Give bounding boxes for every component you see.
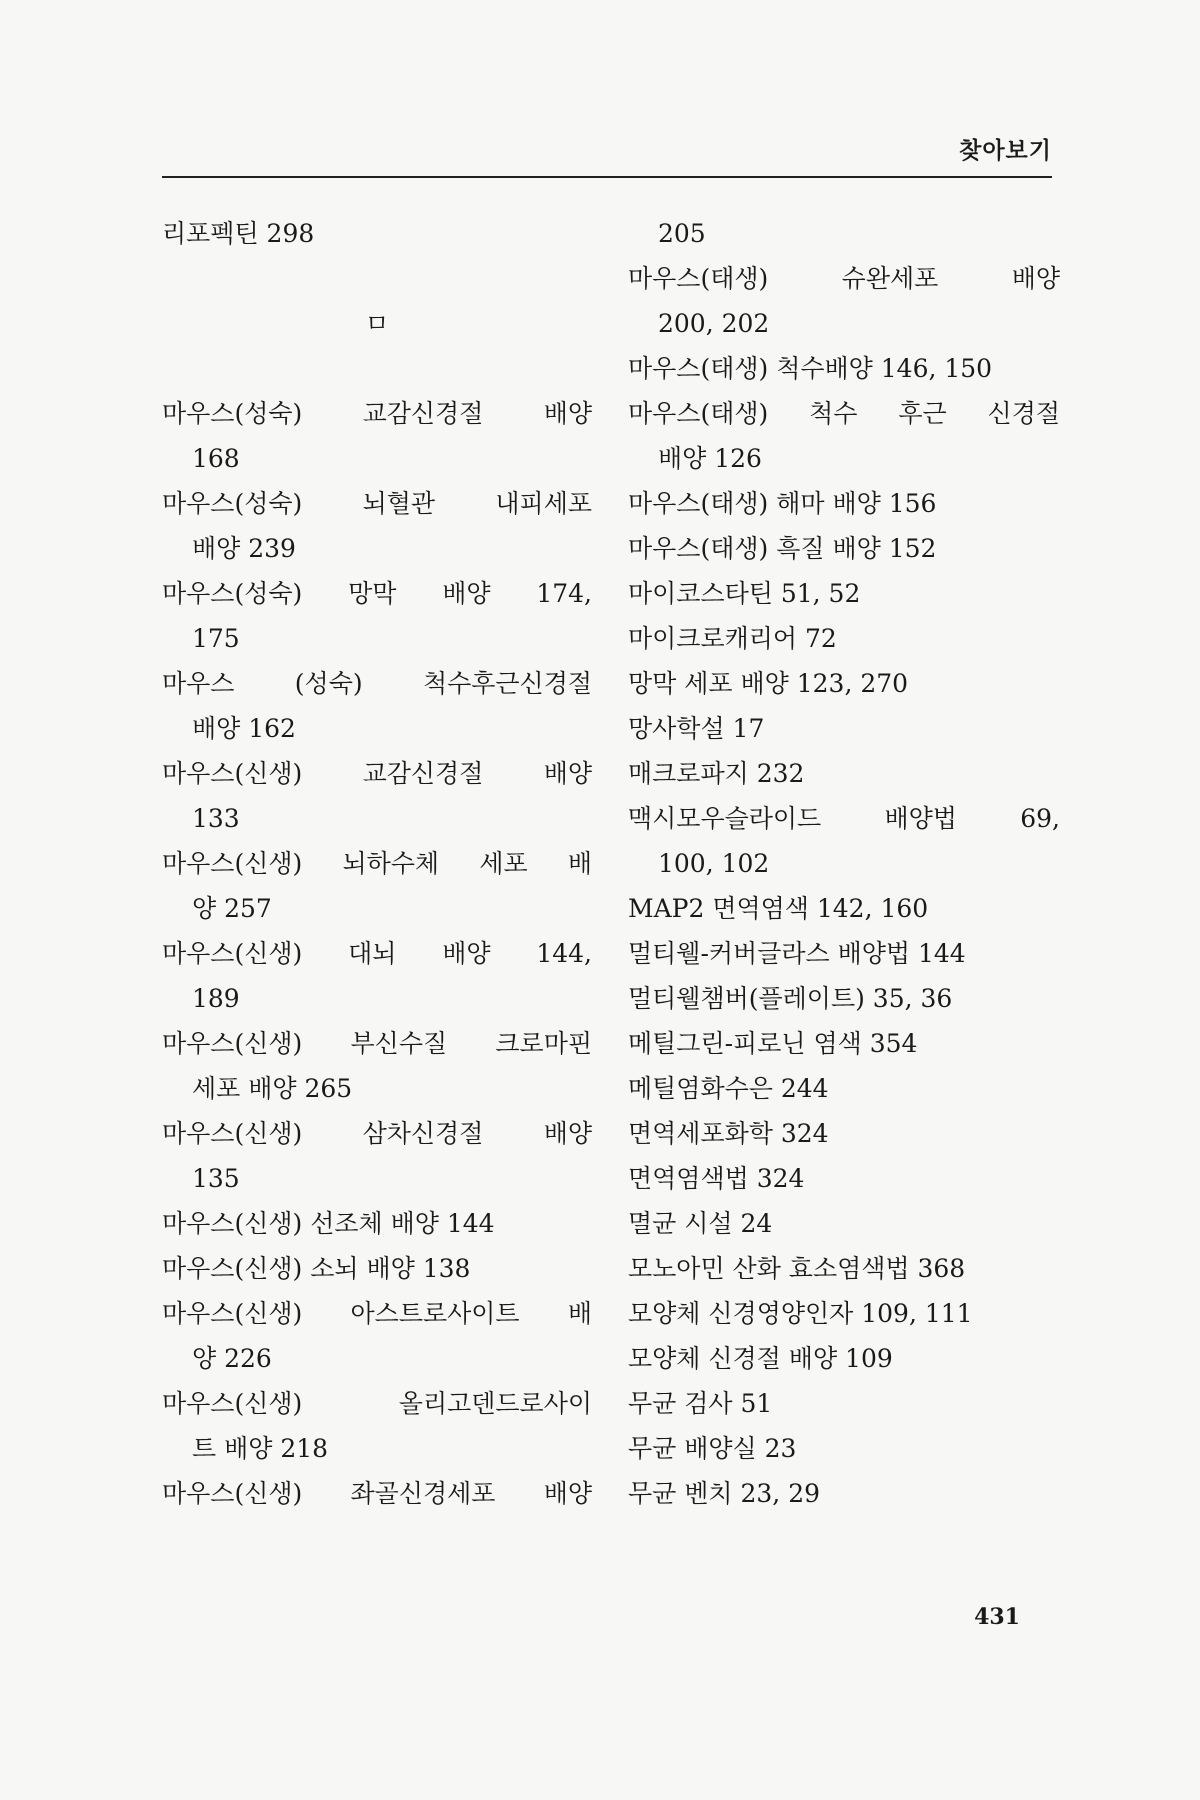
index-entry-line: 마우스(신생) 선조체 배양 144 <box>162 1209 495 1238</box>
index-entry-line: 마우스(태생) 흑질 배양 152 <box>628 534 937 563</box>
index-entry-line: 멸균 시설 24 <box>628 1209 773 1238</box>
index-section-letter: ㅁ <box>364 309 390 338</box>
index-entry-line: 맥시모우슬라이드 배양법 69, <box>628 804 1060 833</box>
running-header-title: 찾아보기 <box>959 138 1052 164</box>
index-entry-line: 마우스(성숙) 망막 배양 174, <box>162 579 592 608</box>
index-blank-line <box>162 256 592 301</box>
index-entry-line: 메틸염화수은 244 <box>628 1074 829 1103</box>
index-entry-line: 마우스(신생) 삼차신경절 배양 <box>162 1119 592 1148</box>
index-entry-line: MAP2 면역염색 142, 160 <box>628 894 929 923</box>
index-entry-line: 무균 벤치 23, 29 <box>628 1479 821 1508</box>
index-entry-line: 멀티웰-커버글라스 배양법 144 <box>628 939 966 968</box>
index-entry-line: 마우스(신생) 대뇌 배양 144, <box>162 939 592 968</box>
index-entry-line: 마우스(성숙) 교감신경절 배양 <box>162 399 592 428</box>
index-column-left <box>162 211 592 1516</box>
index-entry-line: 멀티웰챔버(플레이트) 35, 36 <box>628 984 953 1013</box>
index-entry-line: 마우스(태생) 해마 배양 156 <box>628 489 937 518</box>
index-entry-line: 마우스(신생) 아스트로사이트 배 <box>162 1299 592 1328</box>
index-entry-line: 세포 배양 265 <box>192 1074 353 1103</box>
index-entry-line: 135 <box>192 1164 240 1193</box>
index-entry-line: 트 배양 218 <box>192 1434 329 1463</box>
index-entry-line: 모양체 신경절 배양 109 <box>628 1344 893 1373</box>
index-entry-line: 마우스(신생) 부신수질 크로마핀 <box>162 1029 592 1058</box>
index-entry-line: 마우스(태생) 슈완세포 배양 <box>628 264 1060 293</box>
index-entry-line: 마우스(태생) 척수 후근 신경절 <box>628 399 1060 428</box>
index-entry-line: 무균 배양실 23 <box>628 1434 797 1463</box>
index-entry-line: 205 <box>658 219 706 248</box>
index-entry-line: 망막 세포 배양 123, 270 <box>628 669 909 698</box>
index-entry-line: 배양 162 <box>192 714 296 743</box>
index-entry-line: 마이코스타틴 51, 52 <box>628 579 861 608</box>
index-entry-line: 망사학설 17 <box>628 714 765 743</box>
index-entry-line: 양 257 <box>192 894 272 923</box>
index-entry-line: 면역세포화학 324 <box>628 1119 829 1148</box>
index-entry-line: 배양 126 <box>658 444 762 473</box>
index-entry-line: 모노아민 산화 효소염색법 368 <box>628 1254 966 1283</box>
index-entry-line: 133 <box>192 804 240 833</box>
index-entry-line: 매크로파지 232 <box>628 759 805 788</box>
index-entry-line: 마우스(성숙) 뇌혈관 내피세포 <box>162 489 592 518</box>
page-number: 431 <box>974 1604 1020 1630</box>
index-entry-line: 리포펙틴 298 <box>162 219 315 248</box>
index-column-right <box>628 211 1060 1516</box>
index-entry-line: 마우스(신생) 올리고덴드로사이 <box>162 1389 592 1418</box>
index-entry-line: 189 <box>192 984 240 1013</box>
index-entry-line: 마이크로캐리어 72 <box>628 624 837 653</box>
index-entry-line: 마우스(태생) 척수배양 146, 150 <box>628 354 993 383</box>
index-entry-line: 168 <box>192 444 240 473</box>
index-blank-line <box>162 346 592 391</box>
index-entry-line: 면역염색법 324 <box>628 1164 805 1193</box>
index-entry-line: 마우스 (성숙) 척수후근신경절 <box>162 669 592 698</box>
index-entry-line: 마우스(신생) 소뇌 배양 138 <box>162 1254 471 1283</box>
index-entry-line: 모양체 신경영양인자 109, 111 <box>628 1299 973 1328</box>
index-entry-line: 마우스(신생) 뇌하수체 세포 배 <box>162 849 592 878</box>
index-entry-line: 100, 102 <box>658 849 770 878</box>
index-entry-line: 배양 239 <box>192 534 296 563</box>
index-entry-line: 200, 202 <box>658 309 770 338</box>
index-entry-line: 마우스(신생) 교감신경절 배양 <box>162 759 592 788</box>
index-entry-line: 175 <box>192 624 240 653</box>
index-entry-line: 무균 검사 51 <box>628 1389 773 1418</box>
index-entry-line: 메틸그린-피로닌 염색 354 <box>628 1029 918 1058</box>
index-entry-line: 양 226 <box>192 1344 272 1373</box>
header-rule <box>162 176 1052 178</box>
index-entry-line: 마우스(신생) 좌골신경세포 배양 <box>162 1479 592 1508</box>
